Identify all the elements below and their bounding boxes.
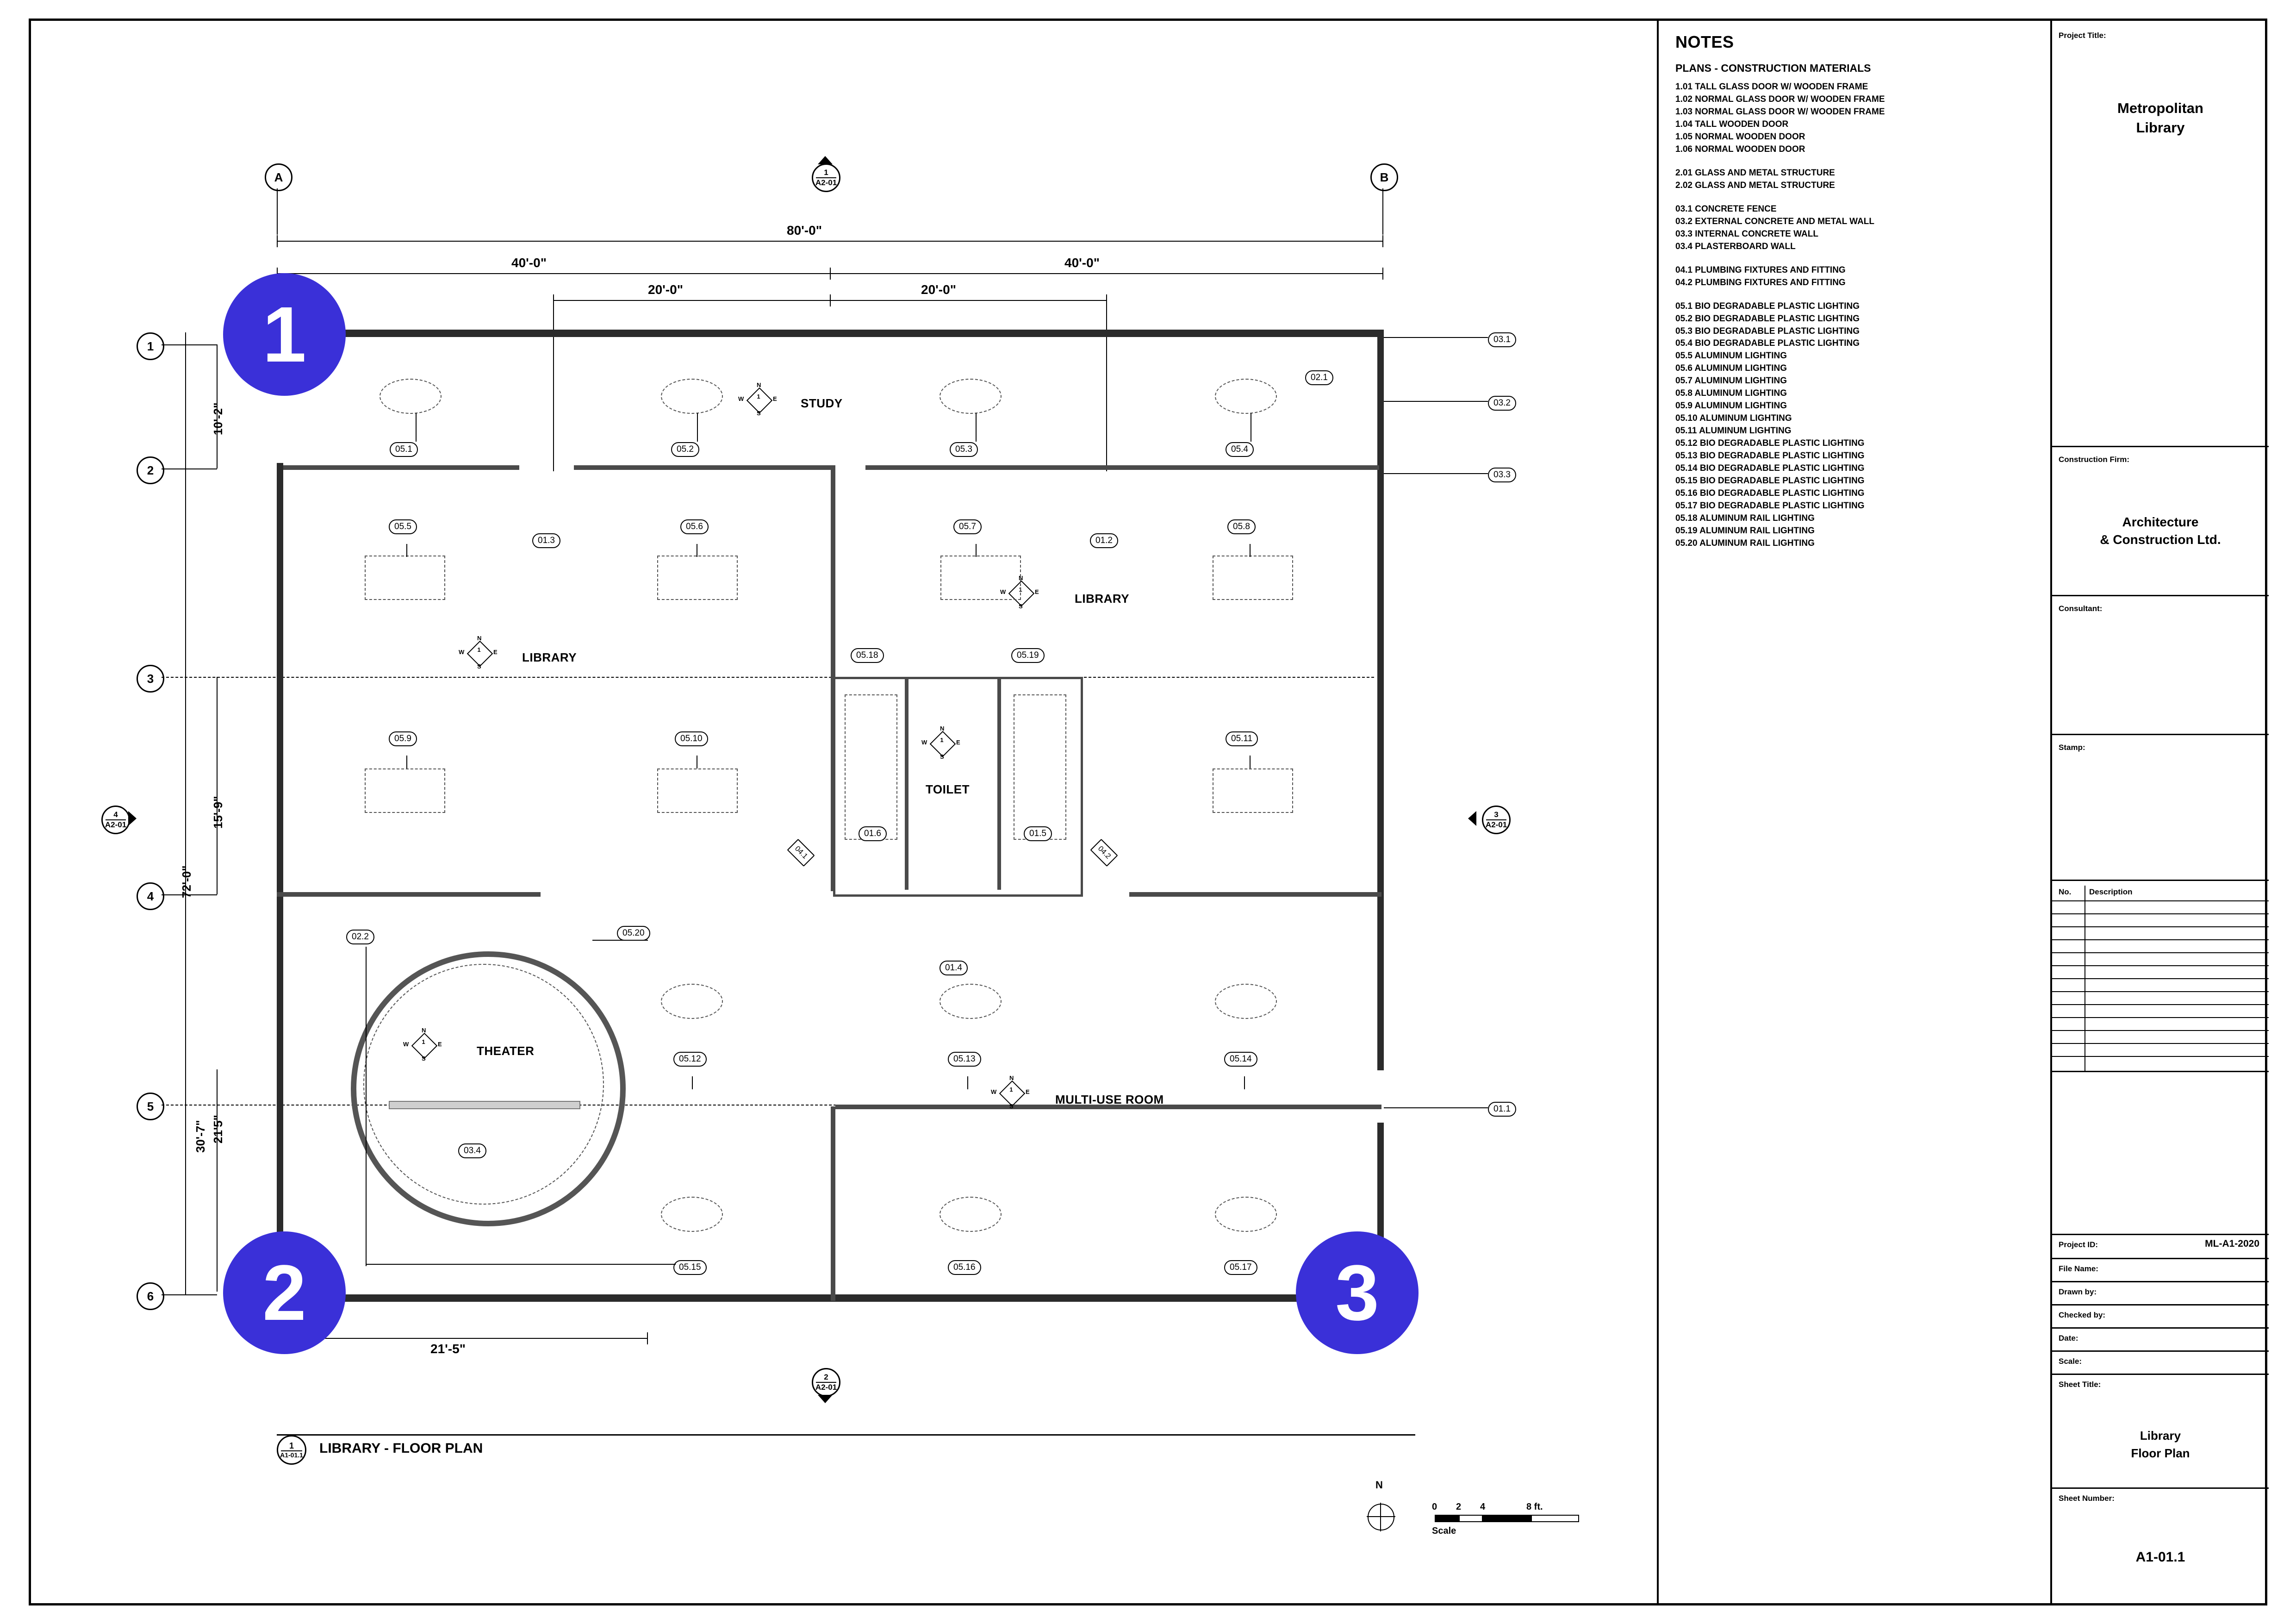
furniture-oval xyxy=(1215,984,1277,1019)
note-item: 2.01 GLASS AND METAL STRUCTURE xyxy=(1675,168,1835,178)
scale-tick-8: 8 ft. xyxy=(1526,1502,1543,1512)
dim-line-overall-left xyxy=(185,332,186,1295)
tag-03-2[interactable]: 03.2 xyxy=(1488,396,1516,411)
section-marker-4-number: 4 xyxy=(113,810,118,819)
notes-group-lighting xyxy=(1675,300,2027,550)
notes-group-doors xyxy=(1675,81,2027,156)
tag-05-14[interactable]: 05.14 xyxy=(1224,1052,1257,1067)
note-item: 03.3 INTERNAL CONCRETE WALL xyxy=(1675,229,1818,239)
callout-circle-2[interactable]: 2 xyxy=(223,1231,346,1354)
note-item: 05.17 BIO DEGRADABLE PLASTIC LIGHTING xyxy=(1675,501,1865,511)
dim-overall-left: 72'-0" xyxy=(180,865,193,898)
section-marker-3[interactable] xyxy=(1475,806,1510,833)
scale-bar xyxy=(1432,1502,1564,1536)
section-marker-1-number: 1 xyxy=(824,168,828,177)
tag-05-10[interactable]: 05.10 xyxy=(675,731,708,746)
room-label-library-right: LIBRARY xyxy=(1075,592,1130,606)
tag-05-2[interactable]: 05.2 xyxy=(671,442,699,457)
sheet-title-line1: Library xyxy=(2140,1429,2181,1443)
note-item: 05.19 ALUMINUM RAIL LIGHTING xyxy=(1675,526,1815,536)
toilet-partition-right xyxy=(997,679,1001,890)
tag-01-2[interactable]: 01.2 xyxy=(1090,533,1118,548)
tag-05-18[interactable]: 05.18 xyxy=(851,648,884,663)
plan-title-underline xyxy=(277,1434,1415,1436)
sheet-title-line2: Floor Plan xyxy=(2131,1446,2190,1460)
note-item: 1.05 NORMAL WOODEN DOOR xyxy=(1675,131,1805,142)
room-label-toilet: TOILET xyxy=(926,782,970,796)
leader-line xyxy=(967,1076,968,1089)
section-marker-2[interactable] xyxy=(805,1368,840,1396)
tag-04-2[interactable]: 04.2 xyxy=(1090,839,1118,867)
grid-bubble-1: 1 xyxy=(137,332,164,360)
leader-line xyxy=(1244,1076,1245,1089)
tag-05-19[interactable]: 05.19 xyxy=(1011,648,1045,663)
callout-circle-3[interactable]: 3 xyxy=(1296,1231,1419,1354)
note-item: 05.4 BIO DEGRADABLE PLASTIC LIGHTING xyxy=(1675,338,1860,349)
leader-line xyxy=(366,1264,676,1265)
tag-05-7[interactable]: 05.7 xyxy=(953,519,982,534)
section-marker-1-ref: A2-01 xyxy=(815,178,837,187)
note-item: 05.6 ALUMINUM LIGHTING xyxy=(1675,363,1787,374)
section-marker-4-ref: A2-01 xyxy=(105,820,127,829)
section-marker-4[interactable] xyxy=(95,806,129,833)
stamp-label: Stamp: xyxy=(2059,743,2085,752)
scale-tick-0: 0 xyxy=(1432,1502,1437,1512)
section-marker-1[interactable] xyxy=(805,163,840,191)
notes-heading: NOTES xyxy=(1675,32,1734,51)
project-title-label: Project Title: xyxy=(2059,31,2106,40)
project-id-value: ML-A1-2020 xyxy=(2205,1238,2259,1249)
dim-v2: 15'-9" xyxy=(211,796,225,829)
note-item: 05.2 BIO DEGRADABLE PLASTIC LIGHTING xyxy=(1675,313,1860,324)
north-arrow-icon xyxy=(1368,1504,1394,1530)
furniture-oval xyxy=(661,379,723,414)
leader-line xyxy=(1384,1107,1488,1108)
notes-group-plumbing xyxy=(1675,264,2027,289)
note-item: 05.20 ALUMINUM RAIL LIGHTING xyxy=(1675,538,1815,548)
note-item: 05.7 ALUMINUM LIGHTING xyxy=(1675,376,1787,386)
furniture-oval xyxy=(1215,379,1277,414)
title-block xyxy=(2050,21,2267,1603)
tag-03-4[interactable]: 03.4 xyxy=(458,1143,486,1158)
tag-03-1[interactable]: 03.1 xyxy=(1488,332,1516,347)
construction-firm-line1: Architecture xyxy=(2122,515,2199,529)
dim-overall-top: 80'-0" xyxy=(787,223,822,237)
compass-rose-toilet: 1 N S W E xyxy=(921,725,960,760)
callout-circle-1[interactable]: 1 xyxy=(223,273,346,396)
tag-01-6[interactable]: 01.6 xyxy=(859,826,887,841)
scale-tick-4: 4 xyxy=(1480,1502,1486,1512)
theater-stage xyxy=(389,1101,580,1109)
room-label-theater: THEATER xyxy=(477,1044,535,1058)
exterior-wall-east-upper xyxy=(1377,330,1384,1070)
construction-firm-label: Construction Firm: xyxy=(2059,455,2129,464)
dim-line-bottom xyxy=(277,1338,647,1339)
note-item: 04.2 PLUMBING FIXTURES AND FITTING xyxy=(1675,277,1846,287)
file-name-label: File Name: xyxy=(2059,1264,2098,1273)
note-item: 1.02 NORMAL GLASS DOOR W/ WOODEN FRAME xyxy=(1675,94,1885,104)
note-item: 05.14 BIO DEGRADABLE PLASTIC LIGHTING xyxy=(1675,463,1865,474)
consultant-label: Consultant: xyxy=(2059,604,2103,613)
tag-05-20[interactable]: 05.20 xyxy=(617,926,650,941)
leader-line xyxy=(366,947,367,1266)
leader-line xyxy=(1250,544,1251,557)
furniture-oval xyxy=(380,379,442,414)
compass-num: 1 xyxy=(757,393,760,400)
grid-line-3 xyxy=(162,677,1374,678)
tag-05-9[interactable]: 05.9 xyxy=(389,731,417,746)
dim-left-half: 40'-0" xyxy=(511,256,547,270)
grid-bubble-5: 5 xyxy=(137,1093,164,1120)
scale-tick-2: 2 xyxy=(1456,1502,1462,1512)
grid-line-B xyxy=(1382,188,1383,235)
furniture-oval xyxy=(661,984,723,1019)
interior-wall-north-mid xyxy=(574,465,833,470)
note-item: 05.9 ALUMINUM LIGHTING xyxy=(1675,401,1787,411)
leader-line xyxy=(697,413,698,442)
tag-05-3[interactable]: 05.3 xyxy=(950,442,978,457)
furniture-oval xyxy=(940,984,1002,1019)
leader-line xyxy=(976,544,977,557)
interior-wall-north-right xyxy=(865,465,1379,470)
notes-divider xyxy=(1657,21,1659,1603)
compass-rose-study: 1 N S W E xyxy=(738,381,777,417)
interior-wall-mid-left xyxy=(277,892,541,897)
tag-01-5[interactable]: 01.5 xyxy=(1024,826,1052,841)
plan-title-text: LIBRARY - FLOOR PLAN xyxy=(319,1441,483,1456)
section-marker-3-ref: A2-01 xyxy=(1485,820,1507,829)
dim-v1: 10'-2" xyxy=(211,402,225,435)
tag-05-17[interactable]: 05.17 xyxy=(1224,1260,1257,1275)
note-item: 1.01 TALL GLASS DOOR W/ WOODEN FRAME xyxy=(1675,82,1868,92)
tag-05-15[interactable]: 05.15 xyxy=(673,1260,707,1275)
plan-title-ref: A1-01.1 xyxy=(280,1451,303,1459)
notes-group-walls xyxy=(1675,203,2027,253)
plan-title-marker[interactable] xyxy=(277,1435,306,1465)
furniture-table xyxy=(657,768,738,813)
note-item: 03.1 CONCRETE FENCE xyxy=(1675,204,1777,214)
note-item: 05.15 BIO DEGRADABLE PLASTIC LIGHTING xyxy=(1675,476,1865,486)
grid-bubble-A: A xyxy=(265,163,292,191)
dim-v3: 21'5" xyxy=(211,1115,225,1143)
note-item: 05.10 ALUMINUM LIGHTING xyxy=(1675,413,1792,424)
grid-line-A xyxy=(277,188,278,235)
dim-quarter-2: 20'-0" xyxy=(921,282,956,297)
notes-panel xyxy=(1675,32,2027,561)
project-id-label: Project ID: xyxy=(2059,1240,2098,1249)
leader-line xyxy=(406,756,407,768)
tag-05-12[interactable]: 05.12 xyxy=(673,1052,707,1067)
note-item: 05.13 BIO DEGRADABLE PLASTIC LIGHTING xyxy=(1675,451,1865,461)
section-marker-2-number: 2 xyxy=(824,1373,828,1382)
exterior-wall-north xyxy=(277,330,1384,337)
note-item: 1.04 TALL WOODEN DOOR xyxy=(1675,119,1789,129)
tag-05-8[interactable]: 05.8 xyxy=(1227,519,1256,534)
furniture-oval xyxy=(940,379,1002,414)
compass-rose-library-left: 1 N S W E xyxy=(459,635,498,670)
note-item: 1.06 NORMAL WOODEN DOOR xyxy=(1675,144,1805,154)
grid-line-6 xyxy=(162,1294,217,1295)
compass-rose-theater: 1 N S W E xyxy=(403,1027,442,1062)
leader-line xyxy=(1250,756,1251,768)
revision-col-description: Description xyxy=(2089,887,2133,896)
tag-05-16[interactable]: 05.16 xyxy=(948,1260,981,1275)
grid-bubble-B: B xyxy=(1370,163,1398,191)
note-item: 05.11 ALUMINUM LIGHTING xyxy=(1675,426,1792,436)
note-item: 05.5 ALUMINUM LIGHTING xyxy=(1675,351,1787,361)
project-title-line1: Metropolitan xyxy=(2117,100,2203,116)
leader-line xyxy=(592,940,648,941)
tag-05-1[interactable]: 05.1 xyxy=(390,442,418,457)
grid-bubble-6: 6 xyxy=(137,1282,164,1310)
note-item: 04.1 PLUMBING FIXTURES AND FITTING xyxy=(1675,265,1846,275)
date-label: Date: xyxy=(2059,1334,2078,1343)
north-label: N xyxy=(1375,1479,1383,1491)
tag-02-1[interactable]: 02.1 xyxy=(1305,370,1333,385)
furniture-oval xyxy=(661,1197,723,1232)
note-item: 03.4 PLASTERBOARD WALL xyxy=(1675,241,1796,251)
leader-line xyxy=(976,413,977,442)
compass-rose-library-right: 1 N S W E xyxy=(1000,575,1039,610)
drawn-by-label: Drawn by: xyxy=(2059,1287,2097,1296)
furniture-table xyxy=(1213,556,1293,600)
sheet-number-value: A1-01.1 xyxy=(2135,1549,2185,1565)
note-item: 05.12 BIO DEGRADABLE PLASTIC LIGHTING xyxy=(1675,438,1865,449)
exterior-wall-west xyxy=(277,463,283,1301)
tag-01-4[interactable]: 01.4 xyxy=(940,961,968,975)
note-item: 05.3 BIO DEGRADABLE PLASTIC LIGHTING xyxy=(1675,326,1860,336)
scale-field-label: Scale: xyxy=(2059,1357,2082,1366)
interior-wall-mid-right xyxy=(1129,892,1381,897)
note-item: 2.02 GLASS AND METAL STRUCTURE xyxy=(1675,180,1835,190)
leader-line xyxy=(416,413,417,442)
tag-03-3[interactable]: 03.3 xyxy=(1488,468,1516,482)
furniture-table xyxy=(1213,768,1293,813)
notes-subheading: PLANS - CONSTRUCTION MATERIALS xyxy=(1675,62,1871,74)
dim-bottom: 21'-5" xyxy=(430,1342,466,1356)
furniture-oval xyxy=(1215,1197,1277,1232)
compass-rose-multiuse: 1 N S W E xyxy=(991,1074,1030,1110)
room-label-study: STUDY xyxy=(801,396,843,410)
exterior-wall-south xyxy=(277,1294,1384,1302)
tag-01-1[interactable]: 01.1 xyxy=(1488,1102,1516,1117)
toilet-fixture-left xyxy=(845,694,897,840)
note-item: 05.16 BIO DEGRADABLE PLASTIC LIGHTING xyxy=(1675,488,1865,499)
revision-col-no: No. xyxy=(2059,887,2072,896)
furniture-table xyxy=(365,556,445,600)
note-item: 05.18 ALUMINUM RAIL LIGHTING xyxy=(1675,513,1815,524)
grid-line-1 xyxy=(162,344,217,345)
interior-wall-center-lower xyxy=(831,1106,835,1301)
scale-caption: Scale xyxy=(1432,1526,1456,1536)
sheet-title-label: Sheet Title: xyxy=(2059,1380,2101,1389)
plan-title-number: 1 xyxy=(289,1441,294,1450)
grid-bubble-3: 3 xyxy=(137,665,164,693)
tag-05-6[interactable]: 05.6 xyxy=(680,519,709,534)
tag-01-3[interactable]: 01.3 xyxy=(532,533,560,548)
room-label-multiuse: MULTI-USE ROOM xyxy=(1055,1093,1164,1106)
tag-02-2[interactable]: 02.2 xyxy=(346,930,374,944)
furniture-table xyxy=(657,556,738,600)
checked-by-label: Checked by: xyxy=(2059,1311,2106,1319)
grid-bubble-4: 4 xyxy=(137,882,164,910)
project-title-line2: Library xyxy=(2136,119,2185,136)
leader-line xyxy=(1384,337,1488,338)
note-item: 05.8 ALUMINUM LIGHTING xyxy=(1675,388,1787,399)
dim-line-overall xyxy=(277,241,1382,242)
note-item: 05.1 BIO DEGRADABLE PLASTIC LIGHTING xyxy=(1675,301,1860,311)
construction-firm-line2: & Construction Ltd. xyxy=(2100,532,2221,547)
dim-v4: 30'-7" xyxy=(193,1120,207,1153)
tag-05-4[interactable]: 05.4 xyxy=(1226,442,1254,457)
toilet-fixture-right xyxy=(1014,694,1066,840)
tag-05-13[interactable]: 05.13 xyxy=(948,1052,981,1067)
furniture-table xyxy=(940,556,1021,600)
room-label-library-left: LIBRARY xyxy=(522,650,577,664)
sheet-number-label: Sheet Number: xyxy=(2059,1494,2115,1503)
tag-05-11[interactable]: 05.11 xyxy=(1226,731,1258,746)
furniture-oval xyxy=(940,1197,1002,1232)
furniture-table xyxy=(365,768,445,813)
grid-line-2 xyxy=(162,468,217,469)
dim-quarter-1: 20'-0" xyxy=(648,282,683,297)
leader-line xyxy=(692,1076,693,1089)
note-item: 1.03 NORMAL GLASS DOOR W/ WOODEN FRAME xyxy=(1675,106,1885,117)
tag-04-1[interactable]: 04.1 xyxy=(787,839,815,867)
note-item: 03.2 EXTERNAL CONCRETE AND METAL WALL xyxy=(1675,216,1874,226)
toilet-partition-left xyxy=(905,679,908,890)
interior-wall-north-left xyxy=(283,465,519,470)
notes-group-structure xyxy=(1675,167,2027,192)
leader-line xyxy=(1384,401,1488,402)
section-marker-2-ref: A2-01 xyxy=(815,1383,837,1392)
leader-line xyxy=(1384,473,1488,474)
grid-bubble-2: 2 xyxy=(137,456,164,484)
leader-line xyxy=(406,544,407,557)
section-marker-3-number: 3 xyxy=(1494,810,1499,819)
tag-05-5[interactable]: 05.5 xyxy=(389,519,417,534)
dim-right-half: 40'-0" xyxy=(1064,256,1100,270)
theater-inner-circle xyxy=(363,964,604,1205)
